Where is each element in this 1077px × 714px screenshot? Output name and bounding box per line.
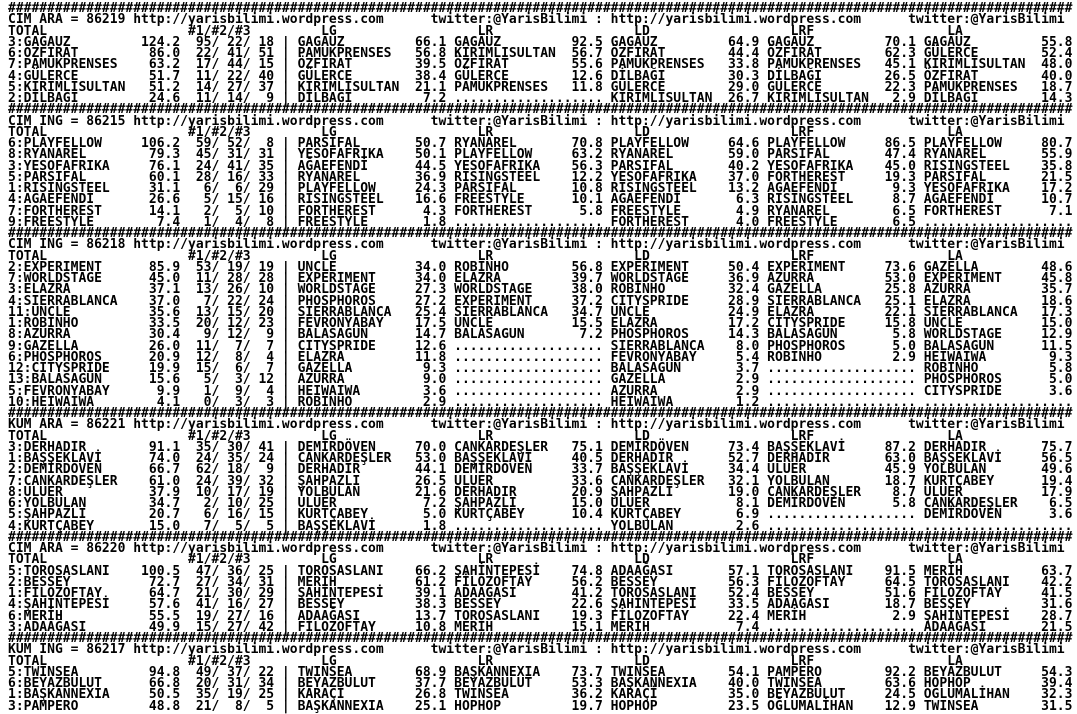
section-title-line: CIM ING = 86218 http://yarisbilimi.wordpress.com twitter:@YarisBilimi : http://yarisbilimi.wordpress.com twitter:@YarisBilimi bbox=[8, 237, 1065, 253]
stat-row: 3:YESOFAFRIKA 76.1 24/ 41/ 35 | AĞAEFENDİ 44.5 YESOFAFRIKA 56.3 PARSIFAL 40.2 YESOFAFRIKA 45.0 RISINGSTEEL 35.8 bbox=[8, 158, 1073, 174]
stat-row: 8:ULUER 37.9 10/ 17/ 19 | YOLBULAN 21.6 DERHADIR 20.9 ŞAHPAZLI 19.0 CANKARDEŞLER 8.7 ULUER 17.9 bbox=[8, 484, 1073, 500]
stat-row: 9:FREESTYLE 7.4 1/ 4/ 8 | FREESTYLE 1.8 ................... FORTHEREST 4.0 FREESTYLE 6.5 ................... bbox=[8, 214, 1073, 230]
stat-row: 3:GAGAUZ 124.2 95/ 22/ 18 | GAGAUZ 66.1 GAGAUZ 92.5 GAGAUZ 64.9 GAGAUZ 70.1 GAGAUZ 55.8 bbox=[8, 34, 1073, 50]
section-title-line: KUM ARA = 86221 http://yarisbilimi.wordpress.com twitter:@YarisBilimi : http://yarisbilimi.wordpress.com twitter:@YarisBilimi bbox=[8, 417, 1065, 433]
report-section-86218 bbox=[8, 228, 1077, 408]
hash-divider: ######################################################################################################################################## bbox=[8, 1, 1073, 16]
stat-row: 4:ŞAHİNTEPESİ 57.6 41/ 16/ 27 | BESSEY 38.3 BESSEY 22.6 ŞAHİNTEPESİ 33.5 ADAAĞASI 18.7 BESSEY 31.6 bbox=[8, 597, 1073, 613]
hash-divider: ######################################################################################################################################## bbox=[8, 102, 1073, 118]
stat-row: 1:BAŞŞEKLAVİ 74.0 24/ 35/ 24 | CANKARDEŞLER 53.0 BAŞŞEKLAVİ 40.5 DERHADIR 52.7 DERHADIR 63.0 BAŞŞEKLAVİ 56.5 bbox=[8, 451, 1073, 466]
stat-row: 8:AZURRA 30.4 9/ 12/ 9 | BALASAGUN 14.7 BALASAGUN 7.2 PHOSPHOROS 14.3 BALASAGUN 5.8 WORLDSTAGE 12.9 bbox=[8, 327, 1073, 343]
stat-row: 7:CANKARDEŞLER 61.0 24/ 39/ 32 | ŞAHPAZLI 26.5 ULUER 33.6 CANKARDEŞLER 32.1 YOLBULAN 18.7 KURTÇABEY 19.4 bbox=[8, 473, 1073, 489]
column-header-line: TOTAL #1/#2/#3 LG LR LD LRF LA bbox=[8, 124, 963, 140]
column-header-line: TOTAL #1/#2/#3 LG LR LD LRF LA bbox=[8, 653, 963, 669]
stat-row: 2:DİLBAĞI 24.6 11/ 14/ 9 | DİLBAĞI 7.2 ................... KIRIMLISULTAN 26.7 KIRIMLISULTAN 2.9 DİLBAĞI 14.3 bbox=[8, 91, 1073, 106]
stat-row: 6:MERİH 55.5 19/ 27/ 16 | ADAAĞASI 13.7 TOROSASLANI 19.3 FİLOZOFTAY 22.4 MERİH 2.9 ŞAHİNTEPESİ 28.7 bbox=[8, 608, 1073, 624]
stat-row: 9:GAZELLA 26.0 11/ 7/ 7 | CITYSPRIDE 12.6 ................... SIERRABLANCA 8.0 PHOSPHOROS 5.0 BALASAGUN 11.5 bbox=[8, 338, 1073, 354]
stat-row: 1:BAŞKANNEXIA 50.5 35/ 19/ 25 | KARAÇİ 26.8 TWINSEA 36.2 KARAÇİ 35.0 BEYAZBULUT 24.5 OĞLUMALİHAN 32.3 bbox=[8, 687, 1073, 703]
section-title-line: KUM ING = 86217 http://yarisbilimi.wordpress.com twitter:@YarisBilimi : http://yarisbilimi.wordpress.com twitter:@YarisBilimi bbox=[8, 642, 1065, 658]
stat-row: 4:KURTÇABEY 15.0 7/ 5/ 5 | BAŞŞEKLAVİ 1.8 ................... YOLBULAN 2.6 ................... ................... bbox=[8, 518, 1073, 534]
hash-divider: ######################################################################################################################################## bbox=[8, 529, 1073, 545]
stat-row: 10:HEIWAIWA 4.1 0/ 3/ 3 | ROBINHO 2.9 ................... HEIWAIWA 1.2 ................... ................... bbox=[8, 394, 1073, 410]
hash-divider: ######################################################################################################################################## bbox=[8, 406, 1073, 421]
stat-row: 4:AĞAEFENDİ 26.6 5/ 15/ 16 | RISINGSTEEL 16.6 FREESTYLE 10.1 AĞAEFENDİ 6.3 RISINGSTEEL 8.7 AĞAEFENDİ 10.7 bbox=[8, 192, 1073, 208]
stat-row: 7:PAMUKPRENSES 63.2 17/ 44/ 15 | ÖZFIRAT 39.5 ÖZFIRAT 55.6 PAMUKPRENSES 33.8 PAMUKPRENSES 45.1 KIRIMLISULTAN 48.0 bbox=[8, 57, 1073, 73]
report-section-86215 bbox=[8, 104, 1077, 228]
report-section-86219 bbox=[8, 3, 1077, 104]
stat-row: 2:DEMİRDÖVEN 66.7 62/ 18/ 9 | DERHADIR 44.1 DEMİRDÖVEN 33.7 BAŞŞEKLAVİ 34.4 ULUER 45.9 YOLBULAN 49.6 bbox=[8, 462, 1073, 478]
stat-row: 5:TWINSEA 94.8 49/ 37/ 22 | TWINSEA 68.9 BAŞKANNEXIA 73.7 TWINSEA 54.1 PAMPERO 92.2 BEYAZBULUT 54.3 bbox=[8, 664, 1073, 680]
stat-row: 3:PAMPERO 48.8 21/ 8/ 5 | BAŞKANNEXIA 25.1 HOPHOP 19.7 HOPHOP 23.5 OĞLUMALİHAN 12.9 TWINSEA 31.5 bbox=[8, 698, 1073, 714]
stat-row: 6:BEYAZBULUT 66.8 20/ 31/ 34 | BEYAZBULUT 37.7 BEYAZBULUT 53.3 BAŞKANNEXIA 40.0 TWINSEA 63.6 HOPHOP 39.4 bbox=[8, 676, 1073, 691]
stat-row: 3:ADAAĞASI 49.9 15/ 27/ 42 | FİLOZOFTAY 10.8 MERİH 15.1 MERİH 7.4 ................... ADAAĞASI 21.5 bbox=[8, 619, 1073, 635]
column-header-line: TOTAL #1/#2/#3 LG LR LD LRF LA bbox=[8, 552, 963, 568]
hash-divider: ######################################################################################################################################## bbox=[8, 631, 1073, 646]
stat-row: 5:TOROSASLANI 100.5 47/ 36/ 25 | TOROSASLANI 66.2 ŞAHİNTEPESİ 74.8 ADAAĞASI 57.1 TOROSASLANI 91.5 MERİH 63.7 bbox=[8, 563, 1073, 579]
report-section-86221 bbox=[8, 408, 1077, 532]
column-header-line: TOTAL #1/#2/#3 LG LR LD LRF LA bbox=[8, 23, 963, 39]
stat-row: 1:RISINGSTEEL 31.1 6/ 6/ 29 | PLAYFELLOW 24.3 PARSIFAL 10.8 RISINGSTEEL 13.2 AĞAEFENDİ 9.3 YESOFAFRIKA 17.2 bbox=[8, 181, 1073, 196]
stat-row: 12:CITYSPRIDE 19.9 15/ 6/ 7 | GAZELLA 9.3 ................... BALASAGUN 3.7 ................... ROBINHO 5.8 bbox=[8, 361, 1073, 376]
stat-row: 4:GÜLERCE 51.7 11/ 22/ 40 | GÜLERCE 38.4 GÜLERCE 12.6 DİLBAĞI 30.3 DİLBAĞI 26.5 ÖZFIRAT 40.0 bbox=[8, 68, 1073, 84]
stat-row: 6:PHOSPHOROS 20.9 12/ 8/ 4 | ELAZRA 11.8 ................... FEVRONYABAY 5.4 ROBINHO 2.9 HEIWAIWA 9.3 bbox=[8, 349, 1073, 365]
stat-row: 6:ÖZFIRAT 86.0 22/ 41/ 51 | PAMUKPRENSES 56.8 KIRIMLISULTAN 56.7 ÖZFIRAT 44.4 ÖZFIRAT 62.3 GÜLERCE 52.4 bbox=[8, 46, 1073, 61]
stat-row: 2:BESSEY 72.7 27/ 34/ 31 | MERİH 61.2 FİLOZOFTAY 56.2 BESSEY 56.3 FİLOZOFTAY 64.5 TOROSASLANI 42.2 bbox=[8, 574, 1073, 590]
stat-row: 4:SIERRABLANCA 37.0 7/ 22/ 24 | PHOSPHOROS 27.2 EXPERIMENT 37.2 CITYSPRIDE 28.9 SIERRABLANCA 25.1 ELAZRA 18.6 bbox=[8, 293, 1073, 309]
stat-row: 11:UNCLE 35.6 13/ 15/ 20 | SIERRABLANCA 25.4 SIERRABLANCA 34.7 UNCLE 24.9 ELAZRA 22.1 SIERRABLANCA 17.3 bbox=[8, 304, 1073, 320]
column-header-line: TOTAL #1/#2/#3 LG LR LD LRF LA bbox=[8, 248, 963, 264]
stat-row: 2:EXPERIMENT 85.9 53/ 19/ 19 | UNCLE 34.0 ROBINHO 56.8 EXPERIMENT 50.4 EXPERIMENT 73.6 GAZELLA 48.6 bbox=[8, 259, 1073, 275]
hash-divider: ######################################################################################################################################## bbox=[8, 226, 1073, 241]
report-section-86217 bbox=[8, 633, 1077, 712]
section-title-line: CIM ARA = 86220 http://yarisbilimi.wordpress.com twitter:@YarisBilimi : http://yarisbilimi.wordpress.com twitter:@YarisBilimi bbox=[8, 541, 1065, 556]
stat-row: 1:ROBINHO 33.5 20/ 12/ 23 | FEVRONYABAY 17.5 UNCLE 15.5 ELAZRA 17.2 CITYSPRIDE 15.8 UNCLE 15.0 bbox=[8, 316, 1073, 331]
section-title-line: CIM ARA = 86219 http://yarisbilimi.wordpress.com twitter:@YarisBilimi : http://yarisbilimi.wordpress.com twitter:@YarisBilimi bbox=[8, 12, 1065, 28]
column-header-line: TOTAL #1/#2/#3 LG LR LD LRF LA bbox=[8, 428, 963, 444]
stat-row: 6:YOLBULAN 34.7 2/ 10/ 25 | ULUER 7.2 ŞAHPAZLI 15.0 ULUER 8.1 DEMİRDÖVEN 5.8 CANKARDEŞLER 6.5 bbox=[8, 496, 1073, 511]
stat-row: 5:ŞAHPAZLI 20.7 6/ 16/ 15 | KURTÇABEY 5.0 KURTÇABEY 10.4 KURTÇABEY 6.9 ................... DEMİRDÖVEN 3.6 bbox=[8, 507, 1073, 523]
stat-row: 5:KIRIMLISULTAN 51.2 14/ 27/ 37 | KIRIMLISULTAN 21.1 PAMUKPRENSES 11.8 GÜLERCE 29.0 GÜLERCE 22.3 PAMUKPRENSES 18.7 bbox=[8, 79, 1073, 95]
report-section-86220 bbox=[8, 529, 1077, 635]
section-title-line: CIM ING = 86215 http://yarisbilimi.wordpress.com twitter:@YarisBilimi : http://yarisbilimi.wordpress.com twitter:@YarisBilimi bbox=[8, 113, 1065, 129]
stat-row: 7:FORTHEREST 14.1 2/ 5/ 10 | FORTHEREST 4.3 FORTHEREST 5.8 FREESTYLE 4.9 RYANAREL 6.5 FORTHEREST 7.1 bbox=[8, 203, 1073, 219]
stat-row: 13:BALASAGUN 15.6 5/ 3/ 12 | AZURRA 9.0 ................... GAZELLA 2.9 ................... PHOSPHOROS 5.0 bbox=[8, 372, 1073, 388]
stat-row: 1:FİLOZOFTAY 64.7 21/ 30/ 29 | ŞAHİNTEPESİ 39.1 ADAAĞASI 41.2 TOROSASLANI 52.4 BESSEY 51.6 FİLOZOFTAY 41.5 bbox=[8, 586, 1073, 601]
stat-row: 7:WORLDSTAGE 45.0 11/ 28/ 28 | EXPERIMENT 34.0 ELAZRA 39.7 WORLDSTAGE 36.9 AZURRA 53.0 EXPERIMENT 45.8 bbox=[8, 271, 1073, 286]
stat-row: 5:FEVRONYABAY 9.9 1/ 9/ 4 | HEIWAIWA 3.6 ................... AZURRA 2.9 ................... CITYSPRIDE 3.6 bbox=[8, 383, 1073, 399]
stat-row: 8:RYANAREL 79.3 45/ 31/ 31 | YESOFAFRIKA 50.1 PLAYFELLOW 63.2 RYANAREL 59.0 PARSIFAL 47.4 RYANAREL 55.9 bbox=[8, 147, 1073, 163]
stat-row: 3:DERHADIR 91.1 35/ 30/ 41 | DEMİRDÖVEN 70.0 CANKARDEŞLER 75.1 DEMİRDÖVEN 73.4 BAŞŞEKLAVİ 87.2 DERHADIR 75.7 bbox=[8, 439, 1073, 455]
stat-row: 6:PLAYFELLOW 106.2 59/ 52/ 8 | PARSIFAL 50.7 RYANAREL 70.8 PLAYFELLOW 64.6 PLAYFELLOW 86.5 PLAYFELLOW 80.7 bbox=[8, 136, 1073, 151]
stat-row: 3:ELAZRA 37.1 13/ 26/ 10 | WORLDSTAGE 27.3 WORLDSTAGE 38.0 ROBINHO 32.4 GAZELLA 25.8 AZURRA 35.7 bbox=[8, 282, 1073, 298]
stat-row: 5:PARSIFAL 60.1 28/ 16/ 33 | RYANAREL 36.9 RISINGSTEEL 12.2 YESOFAFRIKA 37.0 FORTHEREST 19.3 PARSIFAL 21.5 bbox=[8, 169, 1073, 185]
